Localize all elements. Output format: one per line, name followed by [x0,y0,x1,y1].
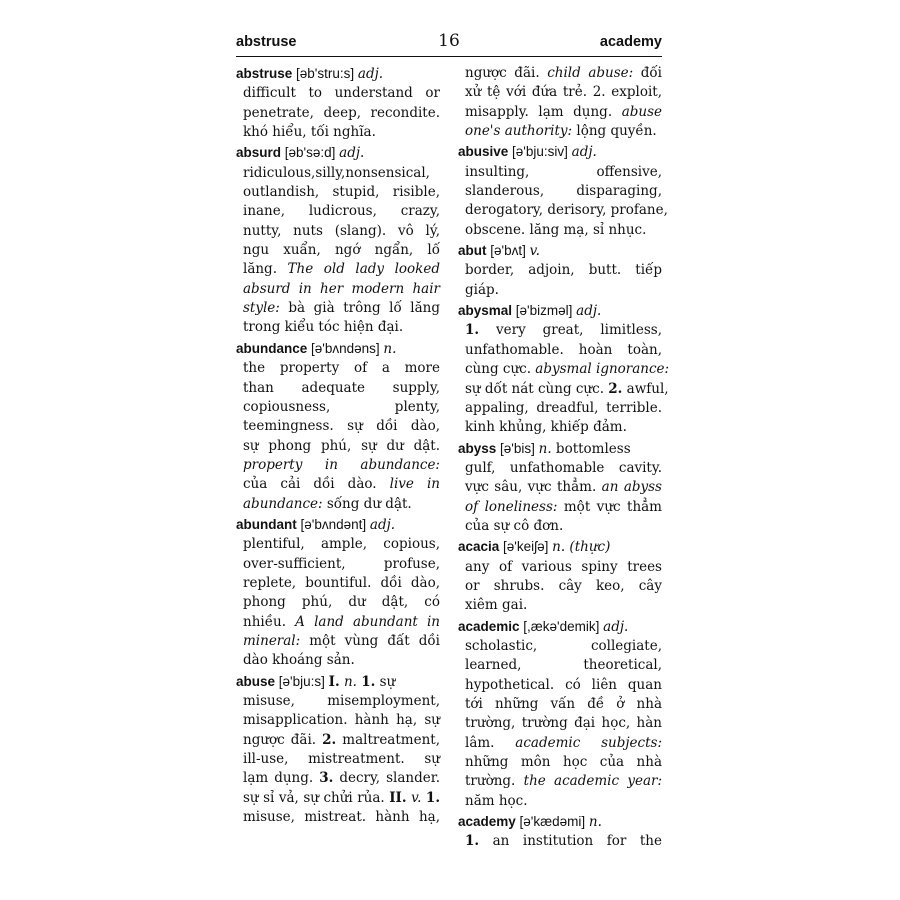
definition-line [458,182,662,201]
definition-line [236,731,440,750]
text-segment: difficult to understand or [243,85,440,102]
text-segment: tới những vấn đề ở nhà [465,696,662,712]
dictionary-entry [458,537,662,615]
italic-text: abuse [621,103,662,120]
page-number: 16 [438,31,460,51]
definition-line [236,789,440,808]
italic-text: adj. [603,618,629,635]
definition-line [236,123,440,142]
text-segment: derogatory, derisory, profane, [465,202,668,219]
text-segment: lộng quyền. [572,123,657,140]
text-segment: ngu xuẩn, ngớ ngẩn, lố [243,242,440,259]
headword: abyss [458,440,497,456]
definition-line [458,459,662,478]
italic-text: absurd in her modern hair [243,280,440,297]
definition-line [458,360,670,379]
bold-text: I. [328,673,340,690]
text-segment: sống dư dật. [322,495,412,512]
italic-text: adj. [339,145,365,162]
text-segment: nhiều. [243,613,296,630]
italic-text: n. [383,340,397,357]
definition-line [236,104,440,123]
pronunciation: [ə'bʌndəns] [307,340,384,356]
italic-text: v. [411,789,422,806]
definition-line [458,772,662,791]
text-segment: sự dốt nát cùng cực. [465,380,609,397]
pronunciation: [ə'bʌndənt] [296,516,370,532]
text-segment: or shrubs. cây keo, cây [465,577,662,594]
text-segment: any of various spiny trees [465,558,662,575]
text-segment: teemingness. sự dồi dào, [243,418,440,435]
definition-line [458,281,662,300]
italic-text: n. [538,440,552,457]
text-segment: một vực thẳm [557,498,662,515]
text-segment: sự [375,673,396,690]
headword: abuse [236,673,276,689]
definition-line [236,613,440,632]
text-segment: của sự cô đơn. [465,517,564,534]
dictionary-entry [458,64,662,141]
definition-line [236,398,440,417]
definition-line [458,637,662,656]
entry-line [236,64,440,84]
definition-line [458,261,662,280]
definition-line [458,399,662,418]
text-segment: very great, limitless, [479,322,662,339]
italic-text: adj. [357,66,384,82]
dictionary-entry [458,812,662,852]
entry-line [458,812,662,832]
headword: abundance [236,340,308,356]
pronunciation: [ə'bis] [496,440,539,456]
text-segment: outlandish, stupid, risible, [243,184,440,201]
italic-text: abundance: [243,495,323,512]
definition-line [458,656,662,675]
dictionary-entry [236,143,440,337]
definition-line [458,163,662,182]
definition-line [458,64,662,83]
text-segment: slanderous, disparaging, [465,183,662,200]
text-segment: hypothetical. có liên quan [465,676,662,693]
text-segment: năm học. [465,792,528,809]
text-segment: learned, theoretical, [465,657,662,674]
text-segment: trường. [465,773,524,790]
entry-line [458,617,662,637]
text-segment: decry, slander. [333,770,441,787]
definition-line [458,321,662,340]
headword: abundant [236,516,297,532]
definition-line [236,437,440,456]
italic-text: property in abundance: [243,456,440,473]
text-segment: border, adjoin, butt. tiếp [465,262,662,279]
definition-line [236,574,440,593]
definition-line [236,475,440,494]
definition-line [458,103,662,122]
definition-line [236,164,440,183]
definition-line [236,299,440,318]
text-segment: bà già trông lố lăng [279,300,440,317]
text-segment: appaling, dreadful, terrible. [465,399,662,416]
headword: academic [458,618,520,634]
definition-line [458,517,662,536]
text-segment: vực sâu, vực thẳm. [465,479,602,496]
dictionary-entry [236,672,440,828]
italic-text: child abuse: [547,65,634,81]
text-segment: xử tệ với đứa trẻ. 2. exploit, [465,84,662,101]
pronunciation: [,ækə'demik] [519,618,604,634]
dictionary-entry [458,617,662,811]
text-segment: inane, ludicrous, crazy, [243,203,440,220]
dictionary-entry [236,339,440,514]
text-segment: insulting, offensive, [465,163,662,180]
definition-line [236,318,440,337]
definition-line [458,122,662,141]
italic-text: adj. [369,516,396,533]
definition-line [236,417,440,436]
dictionary-entry [236,515,440,671]
definition-line [236,632,440,651]
left-column [236,64,440,828]
definition-line [458,83,662,102]
definition-line [236,379,440,398]
headword: abysmal [458,303,513,319]
text-segment: lâm. [465,734,516,751]
definition-line [458,418,662,437]
text-segment: penetrate, deep, recondite. [243,104,440,121]
definition-line [236,456,440,475]
text-segment: misapply. lạm dụng. [465,103,622,120]
definition-line [236,555,440,574]
definition-line [236,84,440,103]
dictionary-entry [458,241,662,300]
definition-line [458,596,662,615]
text-segment: over-sufficient, profuse, [243,555,440,572]
text-segment: ngược đãi. [243,731,323,748]
text-segment: của cải dồi dào. [243,476,390,493]
definition-line [236,359,440,378]
definition-line [236,280,440,299]
italic-text: A land abundant in [295,613,441,630]
text-segment: một vùng đất dồi [300,632,440,649]
pronunciation: [əb'stru:s] [292,66,358,81]
text-segment: maltreatment, [336,731,440,748]
pronunciation: [ə'kædəmi] [515,814,589,830]
dictionary-entry [236,64,440,142]
entry-line [458,439,662,459]
italic-text: adj. [576,303,602,320]
italic-text: n. [588,814,602,831]
entry-line [458,241,662,261]
italic-text: abysmal ignorance: [535,361,670,378]
headword: abut [458,243,487,259]
headword: academy [458,814,516,830]
definition-line [458,676,662,695]
entry-line [236,143,440,163]
definition-line [236,495,440,514]
text-segment: những môn học của nhà [465,754,662,771]
definition-line [458,792,662,811]
italic-text: the academic year: [523,773,662,790]
text-segment: awful, [622,380,669,397]
dictionary-entry [458,142,668,240]
italic-text: style: [243,300,280,317]
text-segment: an institution for the [479,833,662,850]
definition-line [236,769,440,788]
italic-text: v. [529,243,540,260]
definition-line [458,734,662,753]
definition-line [236,222,440,241]
right-column [458,64,670,853]
definition-line [236,202,440,221]
bold-text: 1. [361,673,376,690]
definition-line [236,535,440,554]
pronunciation: [ə'bju:s] [275,673,329,689]
text-segment: xiêm gai. [465,597,528,614]
entry-line [458,537,662,557]
definition-line [236,241,440,260]
text-segment: replete, bountiful. dồi dào, [243,574,440,591]
text-segment: ngược đãi. [465,65,548,81]
text-segment: ridiculous,silly,nonsensical, [243,164,430,181]
definition-line [236,260,440,279]
italic-text: adj. [571,144,597,161]
italic-text: The old lady looked [287,261,440,278]
left-guide-word: abstruse [236,34,297,50]
text-segment: cùng cực. [465,361,536,378]
italic-text: an abyss [601,479,662,496]
entry-line [458,142,662,162]
dictionary-entry [458,439,662,537]
italic-text: n. (thực) [552,539,611,556]
text-segment: misuse, misemployment, [243,693,440,709]
bold-text: 3. [319,770,334,787]
text-segment: plentiful, ample, copious, [243,536,440,553]
text-segment: kinh khủng, khiếp đảm. [465,419,627,436]
definition-line [236,808,440,827]
bold-text: II. [389,789,407,806]
text-segment: phong phú, dư dật, có [243,594,440,611]
text-segment: gulf, unfathomable cavity. [465,459,662,476]
text-segment: ill-use, mistreatment. sự [243,751,440,768]
italic-text: one's authority: [465,123,573,140]
pronunciation: [ə'bʌt] [486,243,530,259]
italic-text: academic subjects: [515,734,662,751]
pronunciation: [əb'sə:d] [281,145,340,161]
text-segment: than adequate supply, [243,379,440,396]
entry-line [236,672,440,692]
text-segment: sự sỉ vả, sự chửi rủa. [243,789,390,806]
text-segment: giáp. [465,281,499,298]
definition-line [458,380,669,399]
text-segment: misuse, mistreat. hành hạ, [243,809,440,826]
definition-line [458,478,662,497]
text-segment: copiousness, plenty, [243,398,440,415]
definition-line [458,695,662,714]
definition-line [236,651,440,670]
text-segment: the property of a more [243,360,440,377]
pronunciation: [ə'bizməl] [512,303,577,319]
text-segment: sự phong phú, sự dư dật. [243,437,440,454]
text-segment: misapplication. hành hạ, sự [243,712,440,729]
definition-line [236,692,440,711]
text-segment: trong kiểu tóc hiện đại. [243,319,404,336]
page-header [236,30,662,57]
entry-line [458,301,662,321]
entry-line [236,339,440,359]
definition-line [458,221,662,240]
text-segment: lăng. [243,261,288,278]
bold-text: 1. [425,789,441,806]
text-segment: unfathomable. hoàn toàn, [465,341,662,358]
definition-line [458,498,662,517]
definition-line [236,183,440,202]
dictionary-entry [458,301,670,437]
text-segment: obscene. lăng mạ, sỉ nhục. [465,221,647,238]
definition-line [458,558,662,577]
definition-line [236,711,440,730]
bold-text: 2. [608,380,623,397]
bold-text: 1. [465,833,480,850]
headword: acacia [458,539,500,555]
text-segment: trường, trường đại học, hàn [465,715,662,732]
headword: abstruse [236,66,293,81]
italic-text: of loneliness: [465,498,558,515]
text-segment: lạm dụng. [243,770,320,787]
definition-line [236,750,440,769]
definition-line [458,577,662,596]
headword: abusive [458,144,509,160]
entry-line [236,515,440,535]
text-segment: khó hiểu, tối nghĩa. [243,124,376,141]
bold-text: 2. [322,731,337,748]
text-segment: scholastic, collegiate, [465,637,662,654]
bold-text: 1. [465,322,480,339]
italic-text: live in [389,476,440,493]
italic-text: n. [343,673,357,690]
definition-line [458,201,668,220]
definition-line [458,341,662,360]
text-segment: đối [633,65,662,81]
pronunciation: [ə'bju:siv] [508,144,572,160]
text-segment: nutty, nuts (slang). vô lý, [243,222,440,239]
definition-line [458,832,662,851]
headword: absurd [236,145,282,161]
pronunciation: [ə'keiʃə] [499,539,553,555]
italic-text: mineral: [243,632,301,649]
text-segment: bottomless [551,440,631,457]
definition-line [458,753,662,772]
right-guide-word: academy [599,34,662,50]
definition-line [236,593,440,612]
text-segment: dào khoáng sản. [243,652,355,669]
definition-line [458,714,662,733]
